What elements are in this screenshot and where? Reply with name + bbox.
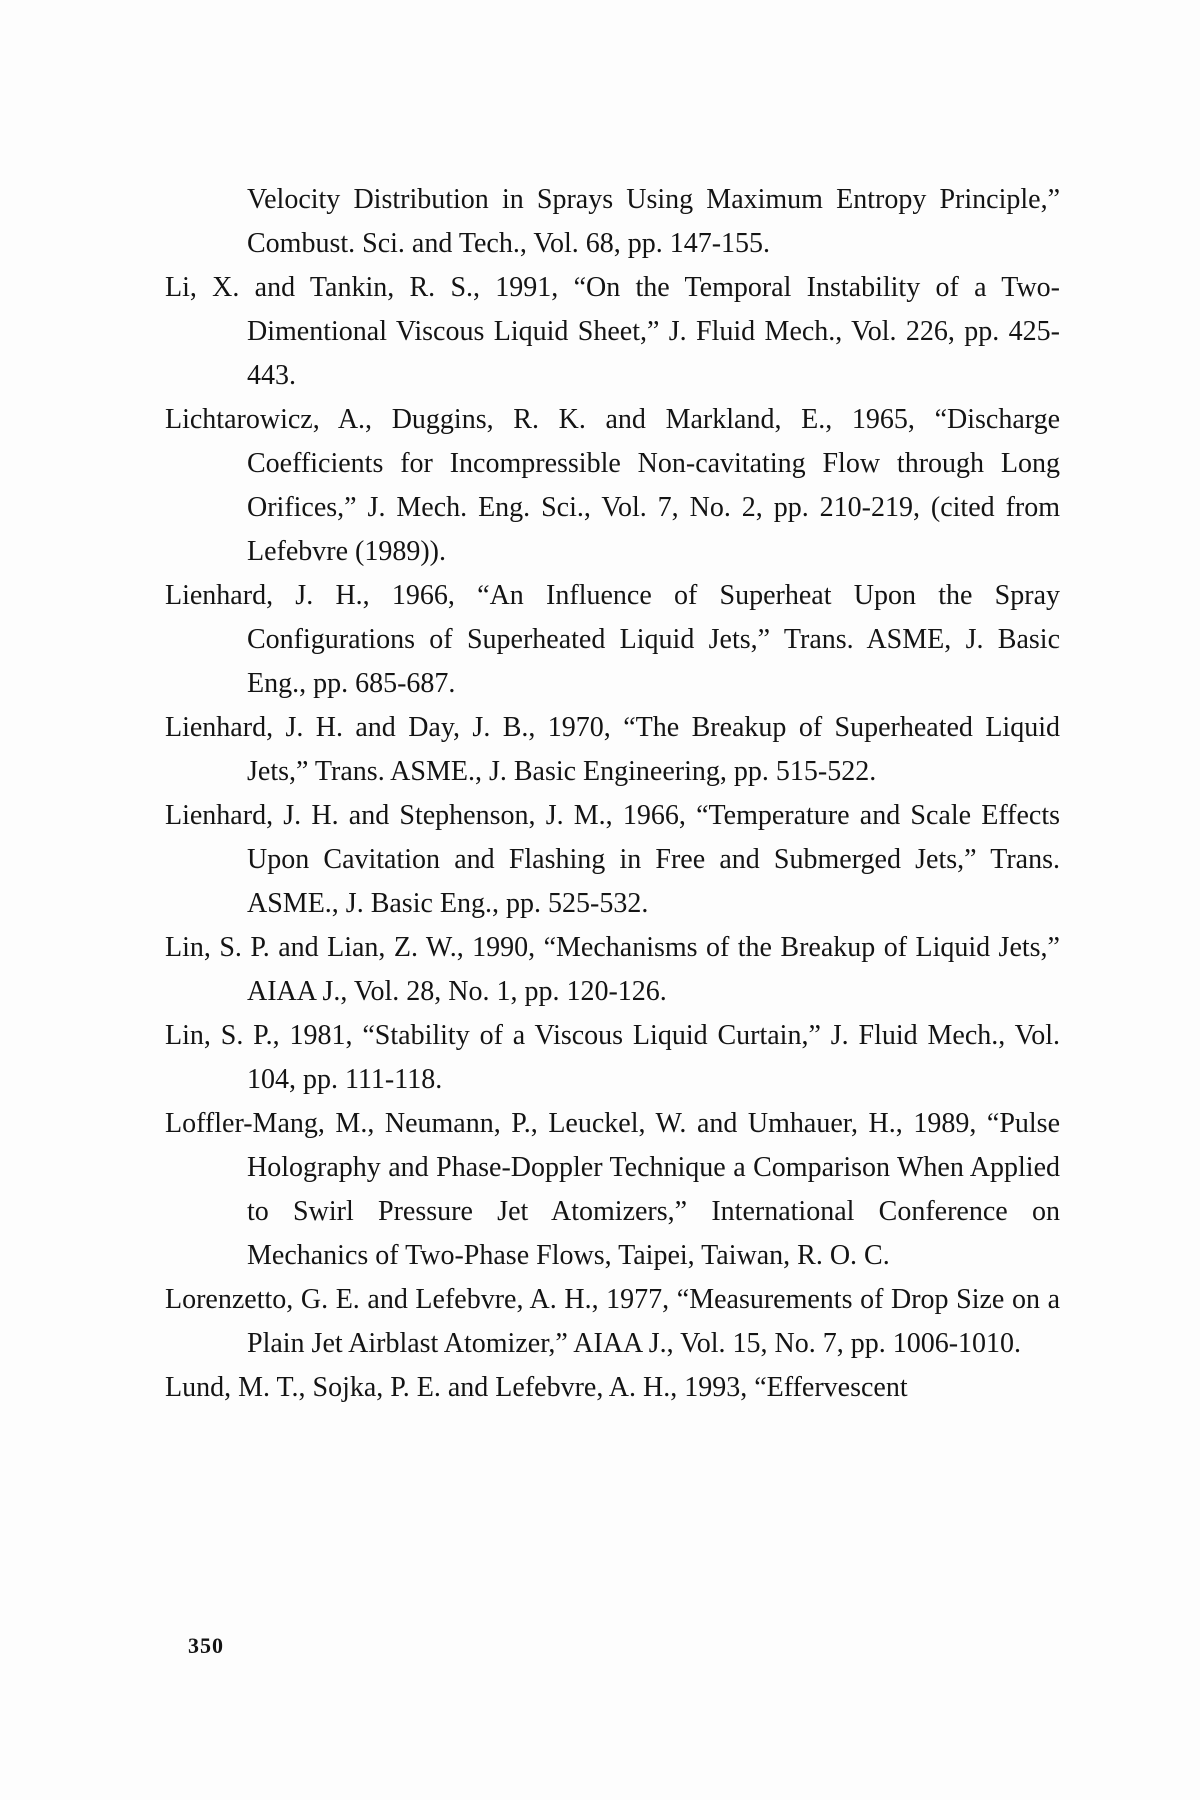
reference-entry: Lienhard, J. H., 1966, “An Influence of Superheat Upon the Spray Configurations of Superheated Liquid Jets,” Trans. ASME, J. Basic Eng., pp. 685-687.: [165, 580, 1060, 699]
reference-entry: Li, X. and Tankin, R. S., 1991, “On the Temporal Instability of a Two-Dimentional Viscous Liquid Sheet,” J. Fluid Mech., Vol. 226, pp. 425-443.: [165, 272, 1060, 391]
reference-entry: Lund, M. T., Sojka, P. E. and Lefebvre, A. H., 1993, “Effervescent: [165, 1372, 908, 1403]
reference-entry: Lin, S. P. and Lian, Z. W., 1990, “Mechanisms of the Breakup of Liquid Jets,” AIAA J., Vol. 28, No. 1, pp. 120-126.: [165, 932, 1060, 1007]
reference-entry: Lienhard, J. H. and Day, J. B., 1970, “The Breakup of Superheated Liquid Jets,” Trans. ASME., J. Basic Engineering, pp. 515-522.: [165, 712, 1060, 787]
page-number: 350: [188, 1633, 224, 1658]
reference-entry: Loffler-Mang, M., Neumann, P., Leuckel, W. and Umhauer, H., 1989, “Pulse Holography and Phase-Doppler Technique a Comparison When Applied to Swirl Pressure Jet Atomizers,” International Conference on Mechanics of Two-Phase Flows, Taipei, Taiwan, R. O. C.: [165, 1108, 1060, 1271]
reference-entry: Lorenzetto, G. E. and Lefebvre, A. H., 1977, “Measurements of Drop Size on a Plain Jet Airblast Atomizer,” AIAA J., Vol. 15, No. 7, pp. 1006-1010.: [165, 1284, 1060, 1359]
reference-list: [165, 178, 1060, 1410]
reference-entry: Lin, S. P., 1981, “Stability of a Viscous Liquid Curtain,” J. Fluid Mech., Vol. 104, pp. 111-118.: [165, 1020, 1060, 1095]
reference-entry: Lienhard, J. H. and Stephenson, J. M., 1966, “Temperature and Scale Effects Upon Cavitation and Flashing in Free and Submerged Jets,” Trans. ASME., J. Basic Eng., pp. 525-532.: [165, 800, 1060, 919]
reference-entry-continued: Velocity Distribution in Sprays Using Maximum Entropy Principle,” Combust. Sci. and Tech., Vol. 68, pp. 147-155.: [247, 184, 1060, 259]
reference-entry: Lichtarowicz, A., Duggins, R. K. and Markland, E., 1965, “Discharge Coefficients for Incompressible Non-cavitating Flow through Long Orifices,” J. Mech. Eng. Sci., Vol. 7, No. 2, pp. 210-219, (cited from Lefebvre (1989)).: [165, 404, 1060, 567]
